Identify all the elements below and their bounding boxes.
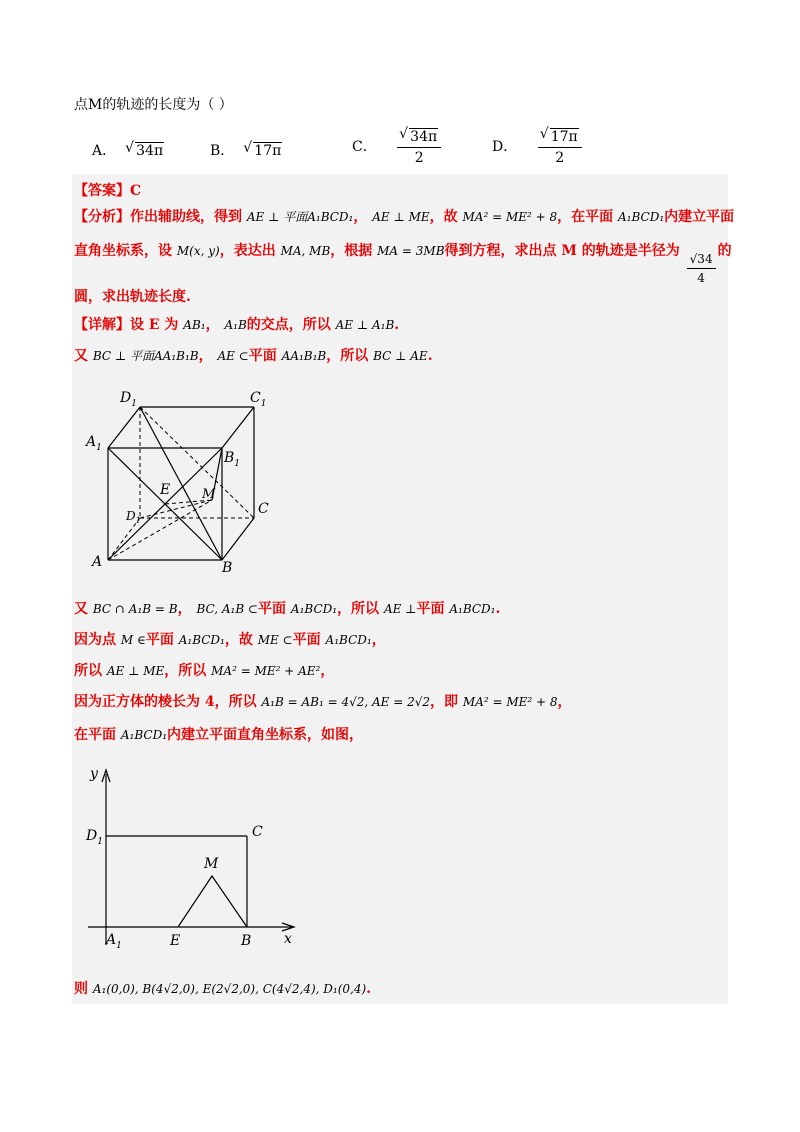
formula: A₁B = AB₁ = 4√2, AE = 2√2 [261,695,431,709]
step-line-5 [74,724,363,744]
answer-line [74,180,141,200]
label-a: A [92,554,103,570]
text: . [394,317,400,333]
answer-tag: 【答案】 [74,183,130,199]
text: 内建立平面直角坐标系，如图， [167,727,364,743]
text: ，所以 [337,601,380,617]
step-line-2 [74,629,386,649]
label-y: y [90,766,98,782]
text: 得到方程，求出点 M 的轨迹是半径为 [444,243,680,259]
text: 平面 [416,601,445,617]
formula: MA, MB [280,244,331,258]
text: 内建立平面 [664,209,735,225]
formula: AE ⊥ A₁B [335,318,395,332]
formula: MA² = ME² + AE² [211,664,321,678]
text: ，在平面 [557,209,614,225]
text: 在平面 [74,727,116,743]
text: . [427,348,433,364]
option-c [352,128,441,166]
text: ， [371,632,386,648]
coords-line [74,978,371,998]
edge [222,518,254,560]
formula: BC ⊥ AE [373,349,428,363]
text: ， [353,209,368,225]
cube-figure [82,380,282,580]
formula: AE ⊥ ME [372,210,430,224]
option-value: √ 34π [135,142,164,159]
option-num: √ 34π [409,128,438,145]
formula: A₁B [224,318,247,332]
step-line-3 [74,660,334,680]
formula: A₁BCD₁ [178,633,225,647]
analysis-line-1 [74,206,734,226]
analysis-line-3: 圆，求出轨迹长度. [74,289,191,305]
text: ， [320,663,335,679]
option-a [92,140,164,160]
label-b: B [222,560,233,576]
option-d [492,128,582,166]
edge [108,407,140,448]
option-den: 2 [414,150,424,166]
formula: A₁BCD₁ [307,210,354,224]
radius-den: 4 [697,271,705,285]
formula: AB₁ [183,318,206,332]
text: 直角坐标系，设 [74,243,172,259]
label-b1: $B_1$ [224,450,241,469]
formula: BC ⊥ 平面 [92,349,155,363]
text: 设 E 为 [130,317,179,333]
text: 平面 [145,632,174,648]
option-den: 2 [555,150,565,166]
label-d1: $D_1$ [120,390,137,409]
label-b: B [241,933,252,949]
formula: A₁BCD₁ [120,728,168,742]
formula: M ∈ [120,633,146,647]
step-line-1 [74,598,500,618]
text: ， [177,601,192,617]
text: 作出辅助线，得到 [130,209,242,225]
text: 又 [74,348,88,364]
formula: A₁BCD₁ [290,602,338,616]
option-num: √ 17π [550,128,579,145]
label-a1: $A_1$ [86,434,102,453]
diagonal-d1b [140,407,222,560]
option-b [210,140,282,160]
option-label: C． [352,139,377,155]
text: . [495,601,501,617]
plane-figure [80,760,310,960]
option-label: A． [92,143,117,159]
text: 所以 [74,663,102,679]
formula: BC ∩ A₁B = B [92,602,178,616]
detail-line-2 [74,345,433,365]
formula: A₁BCD₁ [325,633,372,647]
step-line-4 [74,691,572,711]
formula: AE ⊂ [217,349,249,363]
text: ，所以 [326,348,369,364]
formula: AA₁B₁B [154,349,199,363]
analysis-tag: 【分析】 [74,209,130,225]
text: ， [198,348,213,364]
text: 平面 [292,632,321,648]
label-c1: $C_1$ [250,390,267,409]
text: 的交点，所以 [246,317,331,333]
analysis-line-2 [74,240,732,285]
text: ，表达出 [219,243,276,259]
text: 因为点 [74,632,116,648]
label-a1: $A_1$ [106,932,122,951]
formula: AE ⊥ [383,602,417,616]
detail-line-1 [74,314,399,334]
option-value: √ 17π [253,142,282,159]
label-d1: $D_1$ [86,828,103,847]
formula: A₁BCD₁ [618,210,665,224]
formula: MA² = ME² + 8 [462,695,558,709]
formula: AA₁B₁B [281,349,327,363]
formula: A₁BCD₁ [449,602,496,616]
formula: MA = 3MB [377,244,445,258]
label-m: M [202,487,216,502]
radius-num: √34 [687,252,716,269]
text: ，即 [430,694,459,710]
label-e: E [170,933,181,949]
formula: MA² = ME² + 8 [462,210,558,224]
formula: ME ⊂ [257,633,293,647]
detail-tag: 【详解】 [74,317,130,333]
edge [222,407,254,448]
triangle-emb [178,876,247,927]
label-m: M [204,856,219,872]
text: ， [557,694,572,710]
text: ，所以 [164,663,207,679]
answer-value: C [130,183,142,199]
formula: BC, A₁B ⊂ [196,602,259,616]
text: ，故 [429,209,458,225]
text: 则 [74,981,88,997]
label-d: $D_1$ [126,509,141,525]
label-c: C [252,824,263,840]
formula: A₁(0,0), B(4√2,0), E(2√2,0), C(4√2,4), D₁(0,4) [92,982,367,996]
formula: AE ⊥ 平面 [246,210,308,224]
option-label: D． [492,139,518,155]
formula: M(x, y) [176,244,220,258]
question-text: 点M的轨迹的长度为（ ） [74,97,233,113]
text: 的 [717,243,732,259]
formula: AE ⊥ ME [106,664,165,678]
text: 因为正方体的棱长为 4，所以 [74,694,257,710]
text: 又 [74,601,88,617]
option-label: B． [210,143,235,159]
label-e: E [160,482,171,498]
text: ，故 [224,632,253,648]
text: . [366,981,372,997]
label-c: C [258,501,269,517]
text: 平面 [248,348,277,364]
text: 平面 [258,601,287,617]
label-x: x [284,931,292,947]
text: ，根据 [330,243,373,259]
text: ， [205,317,220,333]
